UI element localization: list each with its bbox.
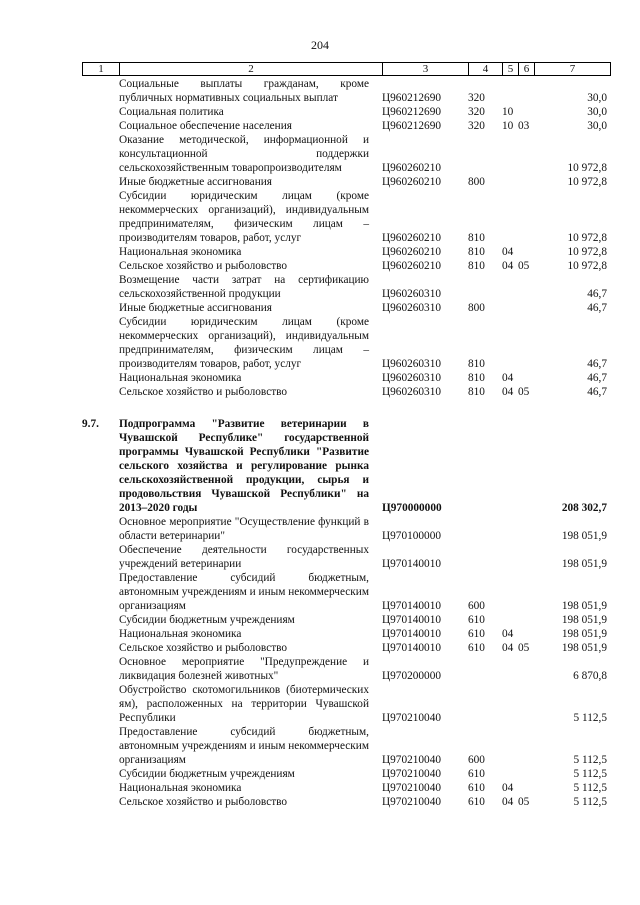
expense-type: 810 <box>468 246 485 258</box>
target-code: Ц970140010 <box>382 558 441 570</box>
column-header: 7 <box>535 63 611 76</box>
table-row <box>82 77 610 105</box>
row-name: Обустройство скотомогильников (биотермических ям), расположенных на территории Чувашской Республики <box>119 684 369 724</box>
amount: 46,7 <box>587 386 607 398</box>
amount: 198 051,9 <box>561 530 607 542</box>
target-code: Ц960260310 <box>382 358 441 370</box>
row-name: Сельское хозяйство и рыболовство <box>119 260 288 272</box>
table-row <box>82 641 610 655</box>
expense-type: 610 <box>468 642 485 654</box>
amount: 5 112,5 <box>573 712 607 724</box>
expense-type: 610 <box>468 796 485 808</box>
row-name: Национальная экономика <box>119 782 242 794</box>
column-header-table <box>82 62 611 76</box>
row-name: Национальная экономика <box>119 628 242 640</box>
amount: 30,0 <box>587 92 607 104</box>
amount: 10 972,8 <box>567 260 607 272</box>
column-header-row <box>83 63 611 76</box>
amount: 198 051,9 <box>561 558 607 570</box>
amount: 10 972,8 <box>567 162 607 174</box>
amount: 198 051,9 <box>561 600 607 612</box>
table-row <box>82 259 610 273</box>
table-row <box>82 105 610 119</box>
row-name: Социальные выплаты гражданам, кроме публичных нормативных социальных выплат <box>119 78 369 104</box>
target-code: Ц960260210 <box>382 246 441 258</box>
row-name: Иные бюджетные ассигнования <box>119 176 272 188</box>
target-code: Ц970000000 <box>382 502 442 514</box>
expense-type: 320 <box>468 106 485 118</box>
subsection-code: 05 <box>518 260 530 272</box>
column-header: 1 <box>83 63 120 76</box>
row-name: Национальная экономика <box>119 372 242 384</box>
row-name: Субсидии юридическим лицам (кроме некоммерческих организаций), индивидуальным предпринимателям, физическим лицам – производителям товаров, работ, услуг <box>119 190 369 244</box>
target-code: Ц970140010 <box>382 628 441 640</box>
column-header: 6 <box>519 63 535 76</box>
table-row <box>82 175 610 189</box>
table-row <box>82 315 610 371</box>
row-name: Подпрограмма "Развитие ветеринарии в Чувашской Республике" государственной программы Чувашской Республики "Развитие сельского хозяйства и регулирование рынка сельскохозяйственной продукции, сырья и продовольствия Чувашской Республики" на 2013–2020 годы <box>119 418 369 514</box>
amount: 46,7 <box>587 288 607 300</box>
expense-type: 600 <box>468 754 485 766</box>
table-row <box>82 515 610 543</box>
row-name: Социальное обеспечение населения <box>119 120 292 132</box>
target-code: Ц970200000 <box>382 670 441 682</box>
amount: 5 112,5 <box>573 782 607 794</box>
subsection-code: 05 <box>518 796 530 808</box>
table-row <box>82 543 610 571</box>
row-number: 9.7. <box>82 418 99 430</box>
table-row <box>82 301 610 315</box>
subprogram-row <box>82 417 610 515</box>
row-name: Основное мероприятие "Осуществление функций в области ветеринарии" <box>119 516 369 542</box>
table-row <box>82 371 610 385</box>
amount: 208 302,7 <box>561 502 607 514</box>
section-code: 04 <box>502 260 514 272</box>
row-name: Субсидии бюджетным учреждениям <box>119 768 295 780</box>
page-number: 204 <box>311 38 329 52</box>
table-row <box>82 273 610 301</box>
subsection-code: 05 <box>518 386 530 398</box>
target-code: Ц970210040 <box>382 796 441 808</box>
table-row <box>82 725 610 767</box>
section-code: 10 <box>502 120 514 132</box>
target-code: Ц970210040 <box>382 712 441 724</box>
amount: 30,0 <box>587 120 607 132</box>
table-row <box>82 385 610 399</box>
amount: 5 112,5 <box>573 754 607 766</box>
target-code: Ц970210040 <box>382 768 441 780</box>
target-code: Ц960260310 <box>382 302 441 314</box>
expense-type: 810 <box>468 386 485 398</box>
amount: 198 051,9 <box>561 642 607 654</box>
section-code: 04 <box>502 372 514 384</box>
expense-type: 610 <box>468 628 485 640</box>
section-code: 04 <box>502 796 514 808</box>
amount: 5 112,5 <box>573 796 607 808</box>
section-code: 04 <box>502 642 514 654</box>
target-code: Ц970140010 <box>382 642 441 654</box>
budget-table-body <box>82 77 610 809</box>
section-code: 04 <box>502 246 514 258</box>
row-name: Основное мероприятие "Предупреждение и ликвидация болезней животных" <box>119 656 369 682</box>
target-code: Ц960260210 <box>382 260 441 272</box>
expense-type: 810 <box>468 232 485 244</box>
column-header: 3 <box>383 63 469 76</box>
table-row <box>82 627 610 641</box>
expense-type: 600 <box>468 600 485 612</box>
table-row <box>82 767 610 781</box>
target-code: Ц960260310 <box>382 372 441 384</box>
target-code: Ц960212690 <box>382 120 441 132</box>
expense-type: 610 <box>468 782 485 794</box>
column-header: 5 <box>503 63 519 76</box>
target-code: Ц970140010 <box>382 600 441 612</box>
row-name: Субсидии юридическим лицам (кроме некоммерческих организаций), индивидуальным предпринимателям, физическим лицам – производителям товаров, работ, услуг <box>119 316 369 370</box>
row-name: Предоставление субсидий бюджетным, автономным учреждениям и иным некоммерческим организациям <box>119 572 369 612</box>
expense-type: 810 <box>468 260 485 272</box>
target-code: Ц960212690 <box>382 92 441 104</box>
amount: 30,0 <box>587 106 607 118</box>
target-code: Ц960260310 <box>382 386 441 398</box>
table-row <box>82 795 610 809</box>
table-row <box>82 655 610 683</box>
expense-type: 610 <box>468 614 485 626</box>
table-row <box>82 245 610 259</box>
subsection-code: 05 <box>518 642 530 654</box>
row-name: Предоставление субсидий бюджетным, автономным учреждениям и иным некоммерческим организациям <box>119 726 369 766</box>
expense-type: 320 <box>468 120 485 132</box>
amount: 10 972,8 <box>567 176 607 188</box>
target-code: Ц970100000 <box>382 530 441 542</box>
row-name: Субсидии бюджетным учреждениям <box>119 614 295 626</box>
amount: 10 972,8 <box>567 232 607 244</box>
table-row <box>82 119 610 133</box>
row-name: Обеспечение деятельности государственных учреждений ветеринарии <box>119 544 369 570</box>
row-name: Сельское хозяйство и рыболовство <box>119 642 288 654</box>
row-name: Возмещение части затрат на сертификацию сельскохозяйственной продукции <box>119 274 369 300</box>
row-name: Социальная политика <box>119 106 224 118</box>
expense-type: 810 <box>468 372 485 384</box>
amount: 6 870,8 <box>573 670 607 682</box>
row-name: Национальная экономика <box>119 246 242 258</box>
amount: 5 112,5 <box>573 768 607 780</box>
target-code: Ц960260210 <box>382 162 441 174</box>
target-code: Ц960260210 <box>382 176 441 188</box>
column-header: 2 <box>120 63 383 76</box>
target-code: Ц960260310 <box>382 288 441 300</box>
amount: 198 051,9 <box>561 614 607 626</box>
table-row <box>82 613 610 627</box>
row-name: Иные бюджетные ассигнования <box>119 302 272 314</box>
expense-type: 810 <box>468 358 485 370</box>
target-code: Ц960260210 <box>382 232 441 244</box>
column-header: 4 <box>469 63 503 76</box>
target-code: Ц970210040 <box>382 782 441 794</box>
row-name: Сельское хозяйство и рыболовство <box>119 386 288 398</box>
expense-type: 800 <box>468 302 485 314</box>
amount: 10 972,8 <box>567 246 607 258</box>
amount: 46,7 <box>587 358 607 370</box>
subsection-code: 03 <box>518 120 530 132</box>
amount: 46,7 <box>587 372 607 384</box>
section-code: 04 <box>502 782 514 794</box>
amount: 46,7 <box>587 302 607 314</box>
row-name: Сельское хозяйство и рыболовство <box>119 796 288 808</box>
table-row <box>82 781 610 795</box>
section-code: 04 <box>502 386 514 398</box>
table-row <box>82 683 610 725</box>
row-name: Оказание методической, информационной и консультационной поддержки сельскохозяйственным товаропроизводителям <box>119 134 369 174</box>
table-row <box>82 189 610 245</box>
table-row <box>82 571 610 613</box>
section-code: 10 <box>502 106 514 118</box>
target-code: Ц970210040 <box>382 754 441 766</box>
amount: 198 051,9 <box>561 628 607 640</box>
target-code: Ц960212690 <box>382 106 441 118</box>
expense-type: 320 <box>468 92 485 104</box>
expense-type: 800 <box>468 176 485 188</box>
expense-type: 610 <box>468 768 485 780</box>
table-row <box>82 133 610 175</box>
target-code: Ц970140010 <box>382 614 441 626</box>
section-code: 04 <box>502 628 514 640</box>
